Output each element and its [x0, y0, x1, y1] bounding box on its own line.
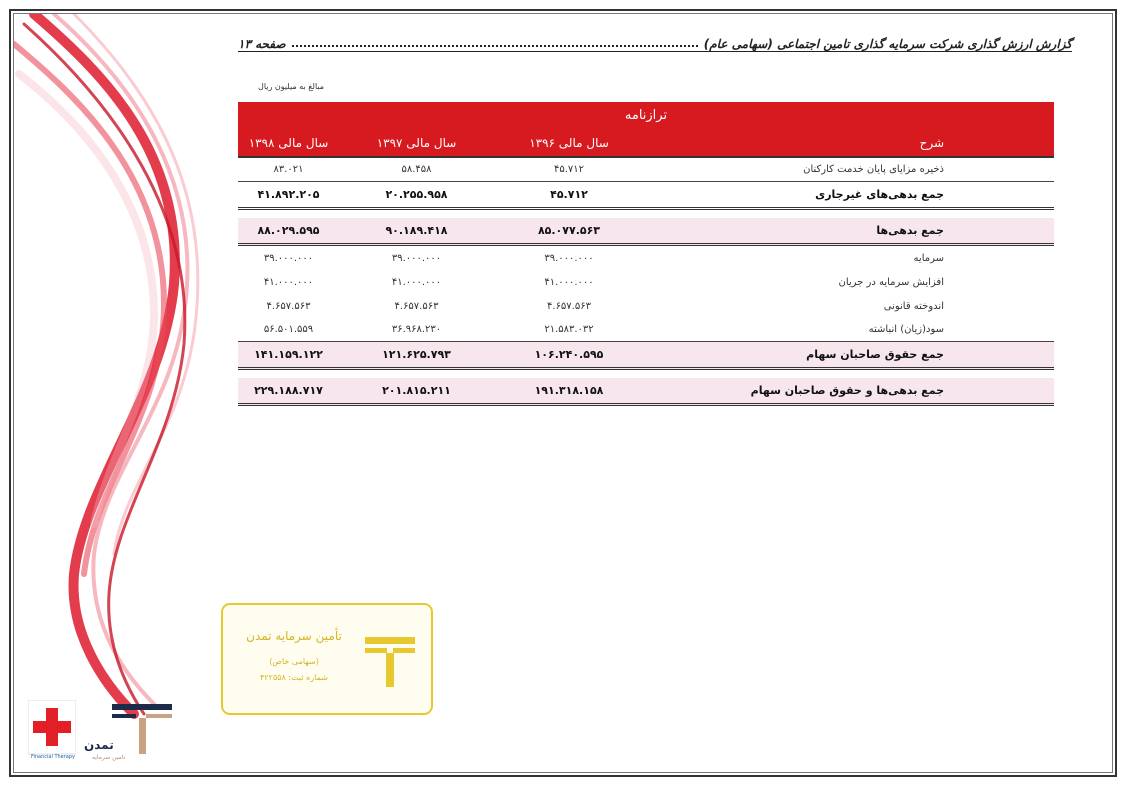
cell-1397: ۴.۶۵۷.۵۶۳: [394, 300, 439, 312]
red-cross-icon: [28, 700, 76, 756]
cell-1397: ۳۶.۹۶۸.۲۳۰: [391, 324, 442, 335]
column-header-1397: سال مالی ۱۳۹۷: [376, 136, 457, 150]
company-stamp: [221, 603, 433, 715]
table-row: [238, 294, 1054, 318]
stamp-company-name: تأمین سرمایه تمدن: [246, 629, 342, 643]
cell-1397: ۲۰۱.۸۱۵.۲۱۱: [382, 384, 451, 397]
cell-1398: ۲۲۹.۱۸۸.۷۱۷: [254, 384, 323, 397]
report-title: گزارش ارزش گذاری شرکت سرمایه گذاری تامین اجتماعی (سهامی عام): [703, 37, 1072, 51]
row-description: افزایش سرمایه در جریان: [838, 276, 944, 288]
page-header: [238, 30, 1072, 52]
tamadon-logo-icon: [106, 702, 176, 756]
unit-note: مبالغ به میلیون ریال: [258, 82, 325, 91]
cell-1396: ۴۵.۷۱۲: [553, 164, 585, 175]
financial-therapy-caption: Financial Therapy: [30, 754, 76, 760]
table-row-total: [238, 218, 1054, 246]
table-row: [238, 158, 1054, 182]
balance-sheet-table: [238, 102, 1054, 406]
cell-1396: ۱۹۱.۳۱۸.۱۵۸: [534, 384, 604, 397]
column-header-1396: سال مالی ۱۳۹۶: [529, 136, 609, 150]
row-description: جمع حقوق صاحبان سهام: [806, 348, 944, 361]
cell-1398: ۸۸.۰۲۹.۵۹۵: [257, 224, 320, 237]
header-dot-leader: [292, 45, 698, 47]
row-gap: [238, 210, 1054, 218]
table-row: [238, 318, 1054, 342]
row-description: جمع بدهی‌ها: [876, 224, 944, 237]
table-header-row: [238, 130, 1054, 158]
page-number: صفحه ۱۳: [238, 37, 286, 51]
cell-1396: ۴.۶۵۷.۵۶۳: [547, 300, 591, 312]
row-description: ذخیره مزایای پایان خدمت کارکنان: [803, 164, 944, 175]
cell-1397: ۳۹.۰۰۰.۰۰۰: [391, 252, 442, 264]
cell-1397: ۱۲۱.۶۲۵.۷۹۳: [382, 348, 451, 361]
table-row: [238, 246, 1054, 270]
tamadon-logo-name: تمدن: [84, 738, 114, 752]
table-row: [238, 270, 1054, 294]
cell-1396: ۱۰۶.۲۴۰.۵۹۵: [534, 348, 604, 361]
cell-1396: ۳۹.۰۰۰.۰۰۰: [544, 252, 594, 264]
table-row-total: [238, 342, 1054, 370]
cell-1398: ۱۴۱.۱۵۹.۱۲۲: [254, 348, 323, 361]
cell-1397: ۹۰.۱۸۹.۴۱۸: [385, 224, 448, 237]
row-description: جمع بدهی‌های غیرجاری: [815, 188, 944, 201]
row-description: جمع بدهی‌ها و حقوق صاحبان سهام: [750, 384, 944, 397]
column-header-1398: سال مالی ۱۳۹۸: [248, 136, 329, 150]
row-description: اندوخته قانونی: [883, 300, 944, 312]
footer-logos: [28, 700, 178, 768]
cell-1398: ۵۶.۵۰۱.۵۵۹: [263, 324, 314, 335]
cell-1396: ۴۱.۰۰۰.۰۰۰: [544, 276, 594, 288]
row-description: سود(زیان) انباشته: [868, 324, 944, 335]
table-row-total: [238, 182, 1054, 210]
cell-1398: ۸۳.۰۲۱: [273, 164, 304, 175]
cell-1398: ۴۱.۰۰۰.۰۰۰: [263, 276, 314, 288]
cell-1396: ۸۵.۰۷۷.۵۶۳: [537, 224, 601, 237]
row-description: سرمایه: [913, 252, 944, 264]
cell-1396: ۲۱.۵۸۳.۰۳۲: [544, 324, 594, 335]
column-header-description: شرح: [919, 136, 944, 150]
tamadon-logo-subtitle: تامین سرمایه: [92, 754, 126, 761]
cell-1398: ۳۹.۰۰۰.۰۰۰: [263, 252, 314, 264]
cell-1398: ۴۱.۸۹۲.۲۰۵: [257, 188, 320, 201]
cell-1398: ۴.۶۵۷.۵۶۳: [266, 300, 311, 312]
decorative-ribbon: [14, 14, 214, 754]
stamp-registration-number: شماره ثبت: ۴۲۲۵۵۸: [260, 673, 328, 682]
table-title: ترازنامه: [238, 102, 1054, 130]
cell-1397: ۵۸.۴۵۸: [401, 164, 432, 175]
row-gap: [238, 370, 1054, 378]
stamp-company-type: (سهامی خاص): [269, 657, 319, 666]
cell-1397: ۴۱.۰۰۰.۰۰۰: [391, 276, 442, 288]
cell-1396: ۴۵.۷۱۲: [550, 188, 588, 201]
tamadon-t-icon: [363, 633, 417, 689]
table-row-grand-total: [238, 378, 1054, 406]
cell-1397: ۲۰.۲۵۵.۹۵۸: [385, 188, 448, 201]
